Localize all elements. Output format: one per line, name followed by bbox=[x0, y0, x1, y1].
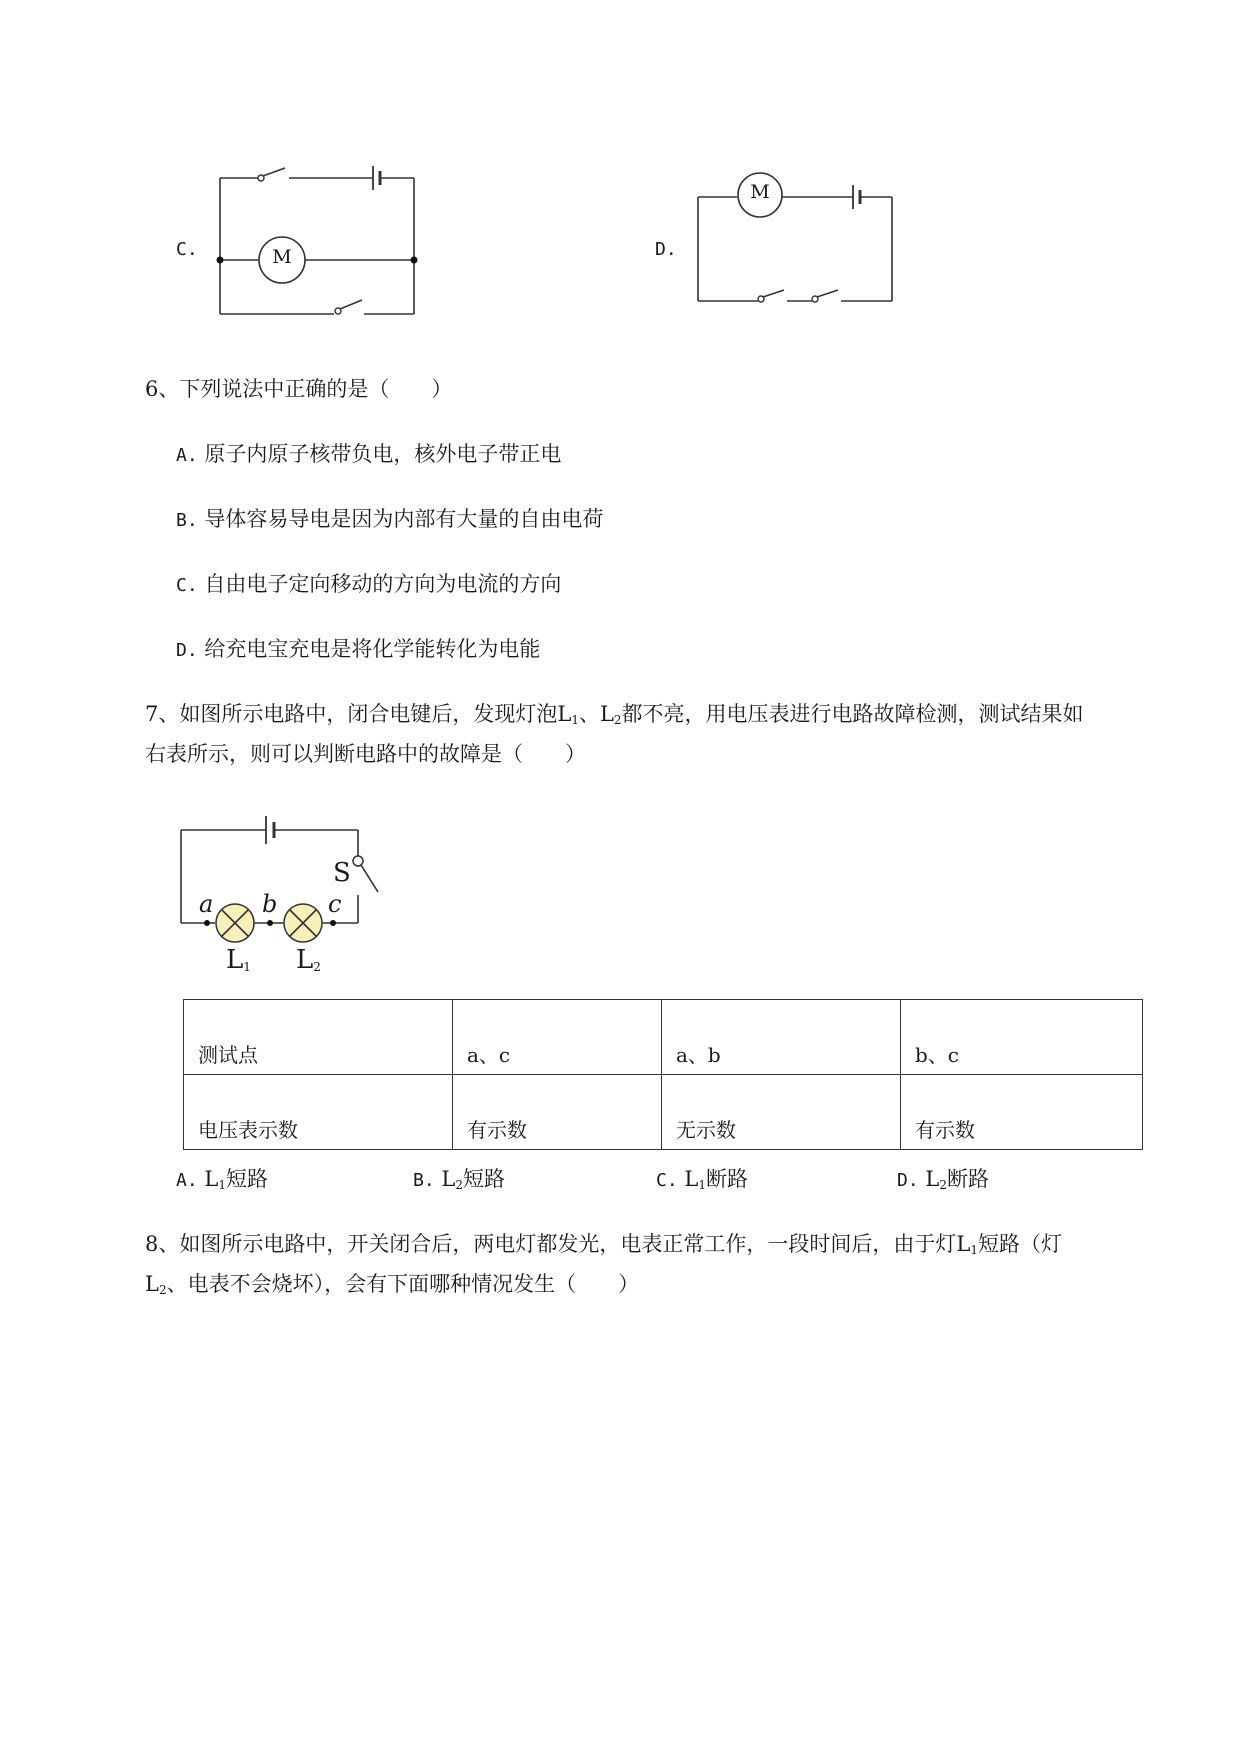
option-c-label: C. bbox=[176, 239, 198, 260]
table-cell: 有示数 bbox=[453, 1075, 662, 1150]
option-d-label: D. bbox=[655, 239, 677, 260]
table-cell: a、b bbox=[662, 1000, 901, 1075]
q7-stem-line2: 右表所示，则可以判断电路中的故障是（ ） bbox=[145, 742, 586, 766]
q6-option-d: D. 给充电宝充电是将化学能转化为电能 bbox=[176, 637, 541, 661]
motor-symbol-d: M bbox=[750, 181, 770, 203]
lamp-l2-label: $L_2$ bbox=[296, 945, 321, 975]
point-b-label: b bbox=[262, 890, 278, 918]
q6-option-c: C. 自由电子定向移动的方向为电流的方向 bbox=[176, 572, 562, 596]
q7-option-b: B. $L_2$短路 bbox=[413, 1167, 505, 1192]
table-row bbox=[184, 1000, 1143, 1075]
table-cell: b、c bbox=[901, 1000, 1143, 1075]
q7-option-d: D. $L_2$断路 bbox=[897, 1167, 989, 1192]
table-cell: a、c bbox=[453, 1000, 662, 1075]
table-cell: 有示数 bbox=[901, 1075, 1143, 1150]
q7-option-a: A. $L_1$短路 bbox=[176, 1167, 268, 1192]
switch-label: S bbox=[333, 858, 351, 888]
point-a-label: a bbox=[199, 890, 214, 918]
point-c-label: c bbox=[328, 890, 342, 918]
q7-option-c: C. $L_1$断路 bbox=[656, 1167, 748, 1192]
q6-option-a: A. 原子内原子核带负电，核外电子带正电 bbox=[176, 442, 562, 466]
table-cell: 电压表示数 bbox=[184, 1075, 453, 1150]
q6-stem: 6、下列说法中正确的是（ ） bbox=[145, 377, 453, 401]
test-results-table bbox=[183, 999, 1143, 1150]
q8-stem-line1: 8、如图所示电路中，开关闭合后，两电灯都发光，电表正常工作，一段时间后，由于灯$L_1$短路（灯 bbox=[145, 1232, 1062, 1257]
table-cell: 测试点 bbox=[184, 1000, 453, 1075]
motor-symbol-c: M bbox=[272, 246, 292, 268]
q8-stem-line2: $L_2$、电表不会烧坏），会有下面哪种情况发生（ ） bbox=[145, 1272, 640, 1297]
q6-option-b: B. 导体容易导电是因为内部有大量的自由电荷 bbox=[176, 507, 604, 531]
q7-stem-line1: 7、如图所示电路中，闭合电键后，发现灯泡$L_1$、$L_2$都不亮，用电压表进行电路故障检测，测试结果如 bbox=[145, 702, 1084, 727]
table-row bbox=[184, 1075, 1143, 1150]
lamp-l1-label: $L_1$ bbox=[226, 945, 251, 975]
table-cell: 无示数 bbox=[662, 1075, 901, 1150]
